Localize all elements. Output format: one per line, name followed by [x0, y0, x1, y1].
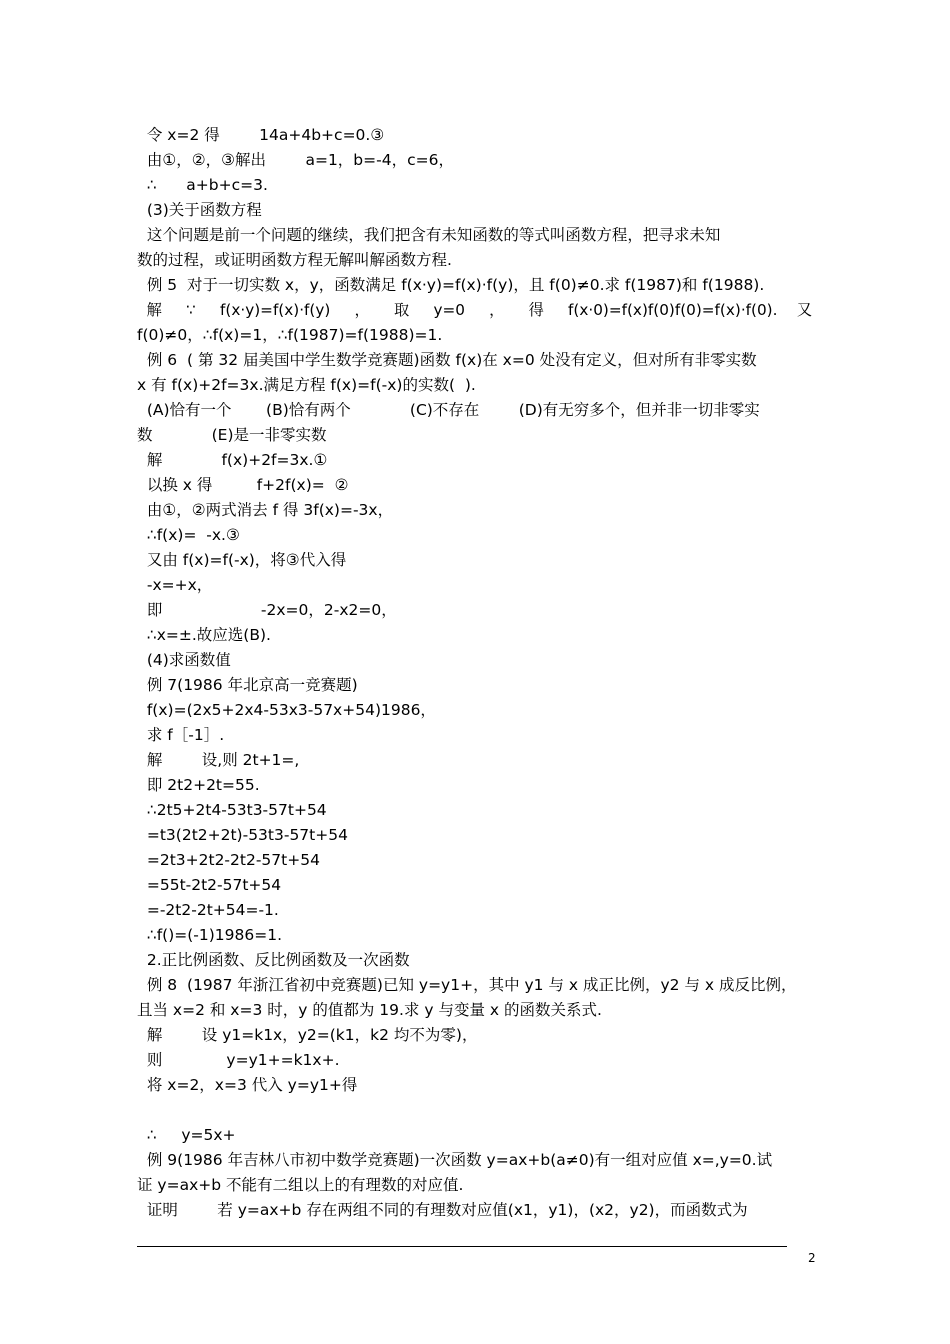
text-line: ∴x=±.故应选(B).	[137, 626, 271, 644]
text-line: =2t3+2t2-2t2-57t+54	[137, 851, 320, 869]
text-line: 证明 若 y=ax+b 存在两组不同的有理数对应值(x1，y1)，(x2，y2)，而函数式为	[137, 1201, 748, 1219]
text-line: 即 2t2+2t=55.	[137, 776, 260, 794]
text-line: 解 f(x)+2f=3x.①	[137, 451, 328, 469]
text-line: f(x)=(2x5+2x4-53x3-57x+54)1986，	[137, 701, 436, 719]
text-line: -x=+x，	[137, 576, 213, 594]
text-line: 将 x=2，x=3 代入 y=y1+得	[137, 1076, 358, 1094]
text-line: 这个问题是前一个问题的继续，我们把含有未知函数的等式叫函数方程，把寻求未知	[137, 226, 721, 244]
text-line: 解 设 y1=k1x，y2=(k1，k2 均不为零)，	[137, 1026, 478, 1044]
text-line: 数的过程，或证明函数方程无解叫解函数方程.	[137, 251, 452, 269]
text-line: 证 y=ax+b 不能有二组以上的有理数的对应值.	[137, 1176, 464, 1194]
section-heading: (4)求函数值	[137, 651, 231, 669]
text-line: 求 f［-1］.	[137, 726, 225, 744]
text-line: (A)恰有一个 (B)恰有两个 (C)不存在 (D)有无穷多个，但并非一切非零实	[137, 401, 760, 419]
text-line: 例 8 (1987 年浙江省初中竞赛题)已知 y=y1+，其中 y1 与 x 成正比例，y2 与 x 成反比例，	[137, 976, 797, 994]
text-line: =t3(2t2+2t)-53t3-57t+54	[137, 826, 348, 844]
text-line: 解 ∵ f(x·y)=f(x)·f(y) ， 取 y=0 ， 得 f(x·0)=f(x)f(0)f(0)=f(x)·f(0). 又	[137, 301, 813, 319]
text-line: ∴f(x)= -x.③	[137, 526, 240, 544]
text-line: 以换 x 得 f+2f(x)= ②	[137, 476, 349, 494]
text-line: ∴ a+b+c=3.	[137, 176, 268, 194]
text-line: 令 x=2 得 14a+4b+c=0.③	[137, 126, 385, 144]
text-line: 且当 x=2 和 x=3 时，y 的值都为 19.求 y 与变量 x 的函数关系式.	[137, 1001, 602, 1019]
text-line: =55t-2t2-57t+54	[137, 876, 282, 894]
section-heading: 2.正比例函数、反比例函数及一次函数	[137, 951, 410, 969]
text-line: f(0)≠0，∴f(x)=1，∴f(1987)=f(1988)=1.	[137, 326, 443, 344]
text-line: 则 y=y1+=k1x+.	[137, 1051, 340, 1069]
text-line: 例 9(1986 年吉林八市初中数学竞赛题)一次函数 y=ax+b(a≠0)有一组对应值 x=,y=0.试	[137, 1151, 773, 1169]
text-line: 又由 f(x)=f(-x)，将③代入得	[137, 551, 347, 569]
text-line: ∴ y=5x+	[137, 1126, 236, 1144]
page-number: 2	[808, 1251, 816, 1265]
text-line: 由①，②两式消去 f 得 3f(x)=-3x，	[137, 501, 394, 519]
text-line: 数 (E)是一非零实数	[137, 426, 327, 444]
text-line: x 有 f(x)+2f=3x.满足方程 f(x)=f(-x)的实数( ).	[137, 376, 476, 394]
text-line: 例 6 ( 第 32 届美国中学生数学竞赛题)函数 f(x)在 x=0 处没有定义，但对所有非零实数	[137, 351, 757, 369]
section-heading: (3)关于函数方程	[137, 201, 262, 219]
text-line: 由①，②，③解出 a=1，b=-4，c=6，	[137, 151, 454, 169]
footer-divider	[137, 1246, 787, 1247]
text-line: 例 5 对于一切实数 x，y，函数满足 f(x·y)=f(x)·f(y)，且 f(0)≠0.求 f(1987)和 f(1988).	[137, 276, 765, 294]
text-line: =-2t2-2t+54=-1.	[137, 901, 279, 919]
text-line: 解 设,则 2t+1=,	[137, 751, 300, 769]
text-line: 例 7(1986 年北京高一竞赛题)	[137, 676, 358, 694]
text-line: ∴2t5+2t4-53t3-57t+54	[137, 801, 327, 819]
text-line: 即 -2x=0，2-x2=0，	[137, 601, 397, 619]
text-line: ∴f()=(-1)1986=1.	[137, 926, 283, 944]
